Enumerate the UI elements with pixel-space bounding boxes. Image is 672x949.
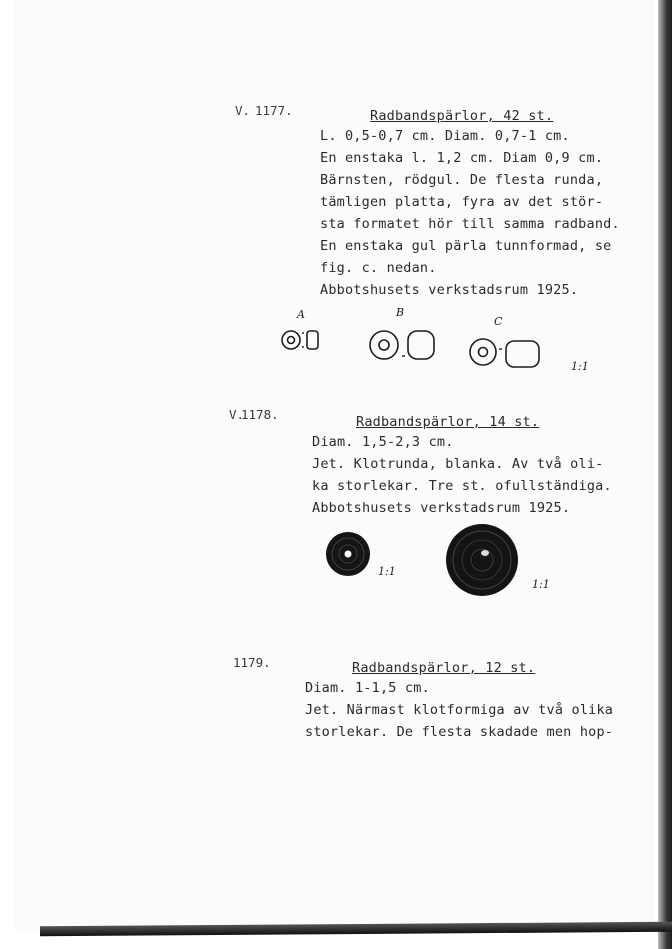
entry-line: Jet. Klotrunda, blanka. Av två oli- xyxy=(312,456,604,472)
entry-number: 1177. xyxy=(255,103,293,118)
entry-line: tämligen platta, fyra av det stör- xyxy=(320,194,604,210)
entry-mark: V. xyxy=(229,407,245,422)
entry-line: Jet. Närmast klotformiga av två olika xyxy=(305,702,614,718)
entry-title: Radbandspärlor, 42 st. xyxy=(370,108,554,124)
entry-line: En enstaka gul pärla tunnformad, se xyxy=(320,238,612,254)
figure-scale: 1:1 xyxy=(571,360,589,373)
entry-number: 1179. xyxy=(233,655,271,670)
figure-label-a: A xyxy=(297,308,305,321)
figure-label-b: B xyxy=(396,306,405,319)
figure-label-c: C xyxy=(494,315,503,328)
entry-line: sta formatet hör till samma radband. xyxy=(320,216,620,232)
figure-scale-small: 1:1 xyxy=(378,565,396,578)
entry-line: L. 0,5-0,7 cm. Diam. 0,7-1 cm. xyxy=(320,128,570,144)
entry-line: fig. c. nedan. xyxy=(320,260,437,276)
entry-title: Radbandspärlor, 12 st. xyxy=(352,660,536,676)
entry-line: Abbotshusets verkstadsrum 1925. xyxy=(312,500,571,516)
jet-bead-small xyxy=(326,532,370,576)
entry-line: Bärnsten, rödgul. De flesta runda, xyxy=(320,172,604,188)
figure-scale-large: 1:1 xyxy=(532,578,550,591)
entry-line: Abbotshusets verkstadsrum 1925. xyxy=(320,282,579,298)
entry-mark: V. xyxy=(235,103,251,118)
jet-bead-large xyxy=(446,524,518,596)
entry-line: Diam. 1-1,5 cm. xyxy=(305,680,430,696)
entry-line: Diam. 1,5-2,3 cm. xyxy=(312,434,454,450)
entry-number: 1178. xyxy=(241,407,279,422)
entry-line: En enstaka l. 1,2 cm. Diam 0,9 cm. xyxy=(320,150,604,166)
entry-title: Radbandspärlor, 14 st. xyxy=(356,414,540,430)
entry-line: storlekar. De flesta skadade men hop- xyxy=(305,724,614,740)
entry-line: ka storlekar. Tre st. ofullständiga. xyxy=(312,478,612,494)
